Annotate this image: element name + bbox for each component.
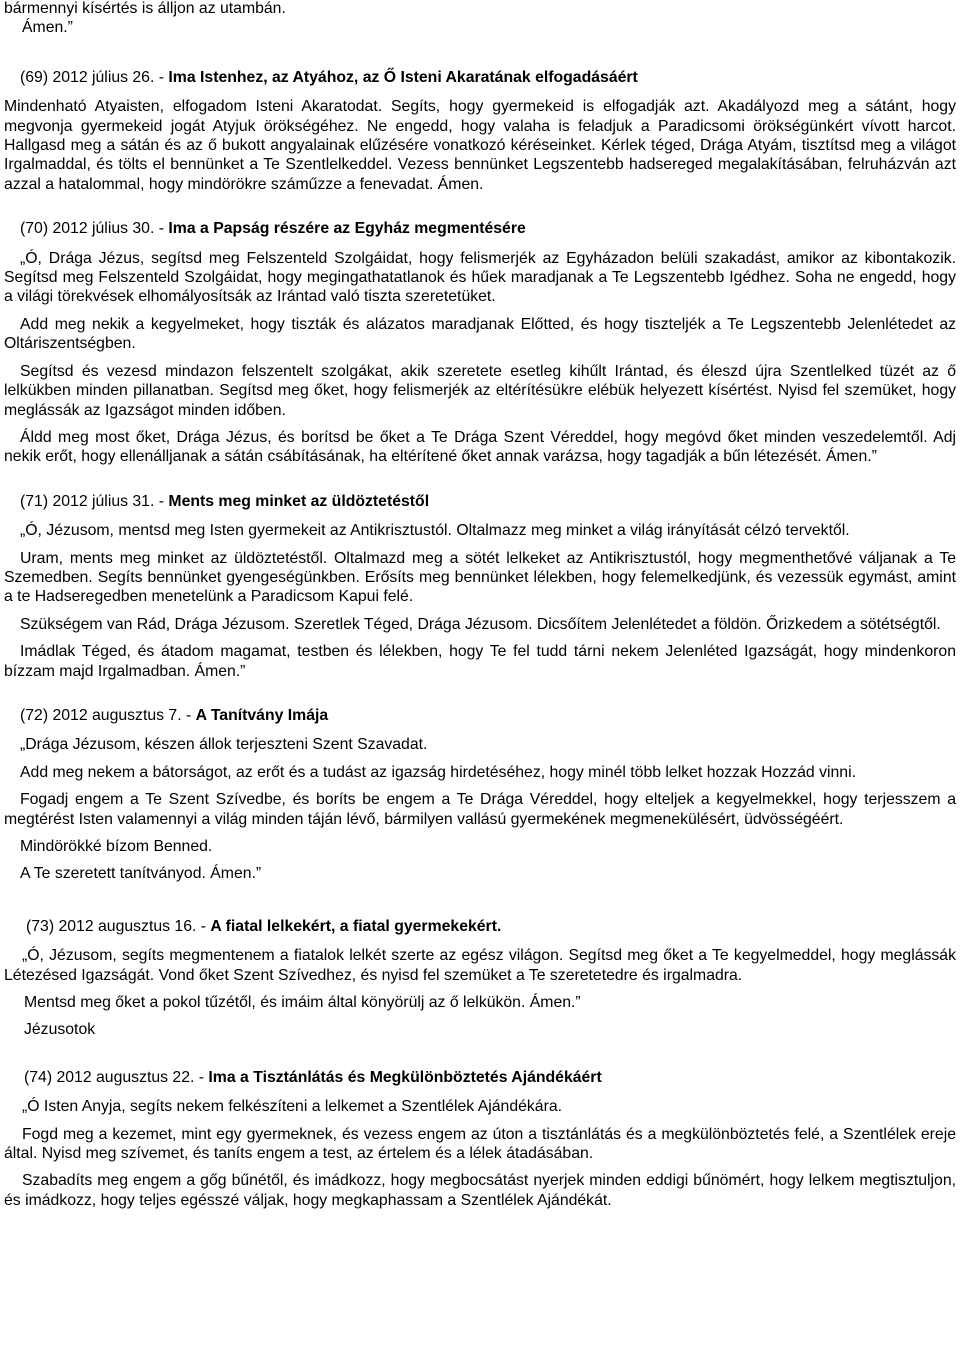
prayer-paragraph: „Ó Isten Anyja, segíts nekem felkészíteni a lelkemet a Szentlélek Ajándékára. xyxy=(22,1098,563,1116)
prayer-number-date: (72) 2012 augusztus 7. - xyxy=(20,706,196,724)
prayer-paragraph: „Ó, Jézusom, mentsd meg Isten gyermekeit az Antikrisztustól. Oltalmazz meg minket a világ irányítását célzó tervektől. xyxy=(20,522,850,540)
prayer-title: Ments meg minket az üldöztetéstől xyxy=(168,492,430,510)
prayer-paragraph: „Drága Jézusom, készen állok terjeszteni Szent Szavadat. xyxy=(20,736,428,754)
prayer-title: Ima a Tisztánlátás és Megkülönböztetés Ajándékáért xyxy=(208,1068,602,1086)
prayer-number-date: (74) 2012 augusztus 22. - xyxy=(24,1068,209,1086)
prayer-heading-70 xyxy=(20,219,956,238)
prayer-paragraph: A Te szeretett tanítványod. Ámen.” xyxy=(20,865,262,883)
prayer-heading-72 xyxy=(20,706,956,725)
prayer-paragraph: Mindenható Atyaisten, elfogadom Isteni Akaratodat. Segíts, hogy gyermekeid is elfogadják azt. Akadályozd meg a sátánt, hogy megvonja gyermekeid jogát Atyjuk örökségéhez. Ne engedd, hogy valaha is feladjuk a Paradicsomi örökségünkért vívott harcot. Hallgasd meg a sátán és az ő bukott angyalainak elűzésére vonatkozó kéréseinket. Kérlek téged, Drága Atyám, tisztítsd meg a világot Irgalmaddal, és tölts el bennünket a Te Szentlelkeddel. Vezess bennünket Legszentebb hadsereged megalakításában, felruházván azt azzal a hatalommal, hogy mindörökre száműzze a fenevadat. Ámen. xyxy=(4,98,956,193)
prayer-number-date: (71) 2012 július 31. - xyxy=(20,492,169,510)
prayer-title: Ima Istenhez, az Atyához, az Ő Isteni Akaratának elfogadásáért xyxy=(168,68,638,86)
prayer-paragraph: Segítsd és vezesd mindazon felszentelt szolgákat, akik szeretete esetleg kihűlt Irántad, és éleszd újra Szentlelked tüzét az ő lelkükben minden pillanatban. Segítsd meg őket, hogy felismerjék az eltérítésükre elébük helyezett kísértést. Nyisd fel szemüket, hogy meglássák az Igazságot minden időben. xyxy=(4,362,956,419)
prayer-paragraph: Mentsd meg őket a pokol tűzétől, és imáim által könyörülj az ő lelkükön. Ámen.” xyxy=(24,994,581,1012)
prayer-paragraph: „Ó, Drága Jézus, segítsd meg Felszenteld Szolgáidat, hogy felismerjék az Egyházadon belüli szakadást, amikor az kibontakozik. Segítsd meg Felszenteld Szolgáidat, hogy megingathatatlanok és hűek maradjanak a Te Legszentebb Igédhez. Soha ne engedd, hogy a világi törekvések elhomályosítsák az Irántad való tiszta szeretetüket. xyxy=(4,249,956,306)
prayer-paragraph: Add meg nekik a kegyelmeket, hogy tiszták és alázatos maradjanak Előtted, és hogy tiszteljék a Te Legszentebb Jelenlétedet az Oltáriszentségben. xyxy=(4,315,956,353)
prayer-title: A fiatal lelkekért, a fiatal gyermekekért. xyxy=(210,917,502,935)
prayer-paragraph: Imádlak Téged, és átadom magamat, testben és lélekben, hogy Te fel tudd tárni nekem Jelenléted Igazságát, hogy mindenkoron bízzam majd Irgalmadban. Ámen.” xyxy=(4,643,956,680)
prayer-title: Ima a Papság részére az Egyház megmentésére xyxy=(168,220,526,238)
prayer-paragraph: Szükségem van Rád, Drága Jézusom. Szeretlek Téged, Drága Jézusom. Dicsőítem Jelenlétedet a földön. Őrizkedem a sötétségtől. xyxy=(20,615,941,633)
signature-line: Jézusotok xyxy=(24,1021,96,1039)
prayer-paragraph: Fogd meg a kezemet, mint egy gyermeknek, és vezess engem az úton a tisztánlátás és a megkülönböztetés felé, a Szentlélek ereje által. Nyisd meg szívemet, és taníts engem a test, az értelem és a lélek átadásában. xyxy=(4,1125,956,1163)
prayer-paragraph: Fogadj engem a Te Szent Szívedbe, és boríts be engem a Te Drága Véreddel, hogy elteljek a kegyelmekkel, hogy terjesszem a megtérést Isten valamennyi a világ minden táján lévő, bármilyen vallású gyermekének megmenekülésért, üdvösségéért. xyxy=(4,791,956,828)
prayer-number-date: (69) 2012 július 26. - xyxy=(20,68,169,86)
prayer-paragraph: „Ó, Jézusom, segíts megmentenem a fiatalok lelkét szerte az egész világon. Segítsd meg őket a Te kegyelmeddel, hogy meglássák Létezésed Igazságát. Vond őket Szent Szívedhez, és nyisd fel szemüket a Te szeretetedre és irgalmadra. xyxy=(4,947,956,984)
prayer-paragraph: Add meg nekem a bátorságot, az erőt és a tudást az igazság hirdetéséhez, hogy minél több lelket hozzak Hozzád vinni. xyxy=(20,763,856,781)
prayer-title: A Tanítvány Imája xyxy=(195,706,329,724)
prayer-paragraph: Mindörökké bízom Benned. xyxy=(20,838,213,855)
continued-text-line: bármennyi kísértés is álljon az utambán. xyxy=(4,0,286,17)
prayer-heading-69 xyxy=(20,68,956,87)
prayer-heading-71 xyxy=(20,492,956,511)
prayer-paragraph: Uram, ments meg minket az üldöztetéstől. Oltalmazd meg a sötét lelkeket az Antikrisztustól, hogy megmenthetővé váljanak a Te Szemedben. Segíts bennünket gyengeségünkben. Erősíts meg bennünket lélekben, hogy felemelkedjünk, és vezessük egymást, amint a te Hadseregedben menetelünk a Paradicsom Kapui felé. xyxy=(4,549,956,606)
prayer-paragraph: Szabadíts meg engem a gőg bűnétől, és imádkozz, hogy megbocsátást nyerjek minden eddigi bűnömért, hogy lelkem megtisztuljon, és imádkozz, hogy teljes egésszé váljak, hogy megkaphassam a Szentlélek Ajándékát. xyxy=(4,1172,956,1209)
amen-line: Ámen.” xyxy=(22,19,73,37)
prayer-paragraph: Áldd meg most őket, Drága Jézus, és borítsd be őket a Te Drága Szent Véreddel, hogy megóvd őket minden veszedelemtől. Adj nekik erőt, hogy ellenálljanak a sátán csábításának, ha eltérítené őket annak varázsa, hogy tagadják a bűn létezését. Ámen.” xyxy=(4,428,956,466)
prayer-heading-74 xyxy=(24,1068,956,1087)
prayer-heading-73 xyxy=(26,917,956,936)
prayer-number-date: (70) 2012 július 30. - xyxy=(20,220,169,238)
prayer-number-date: (73) 2012 augusztus 16. - xyxy=(26,917,211,935)
